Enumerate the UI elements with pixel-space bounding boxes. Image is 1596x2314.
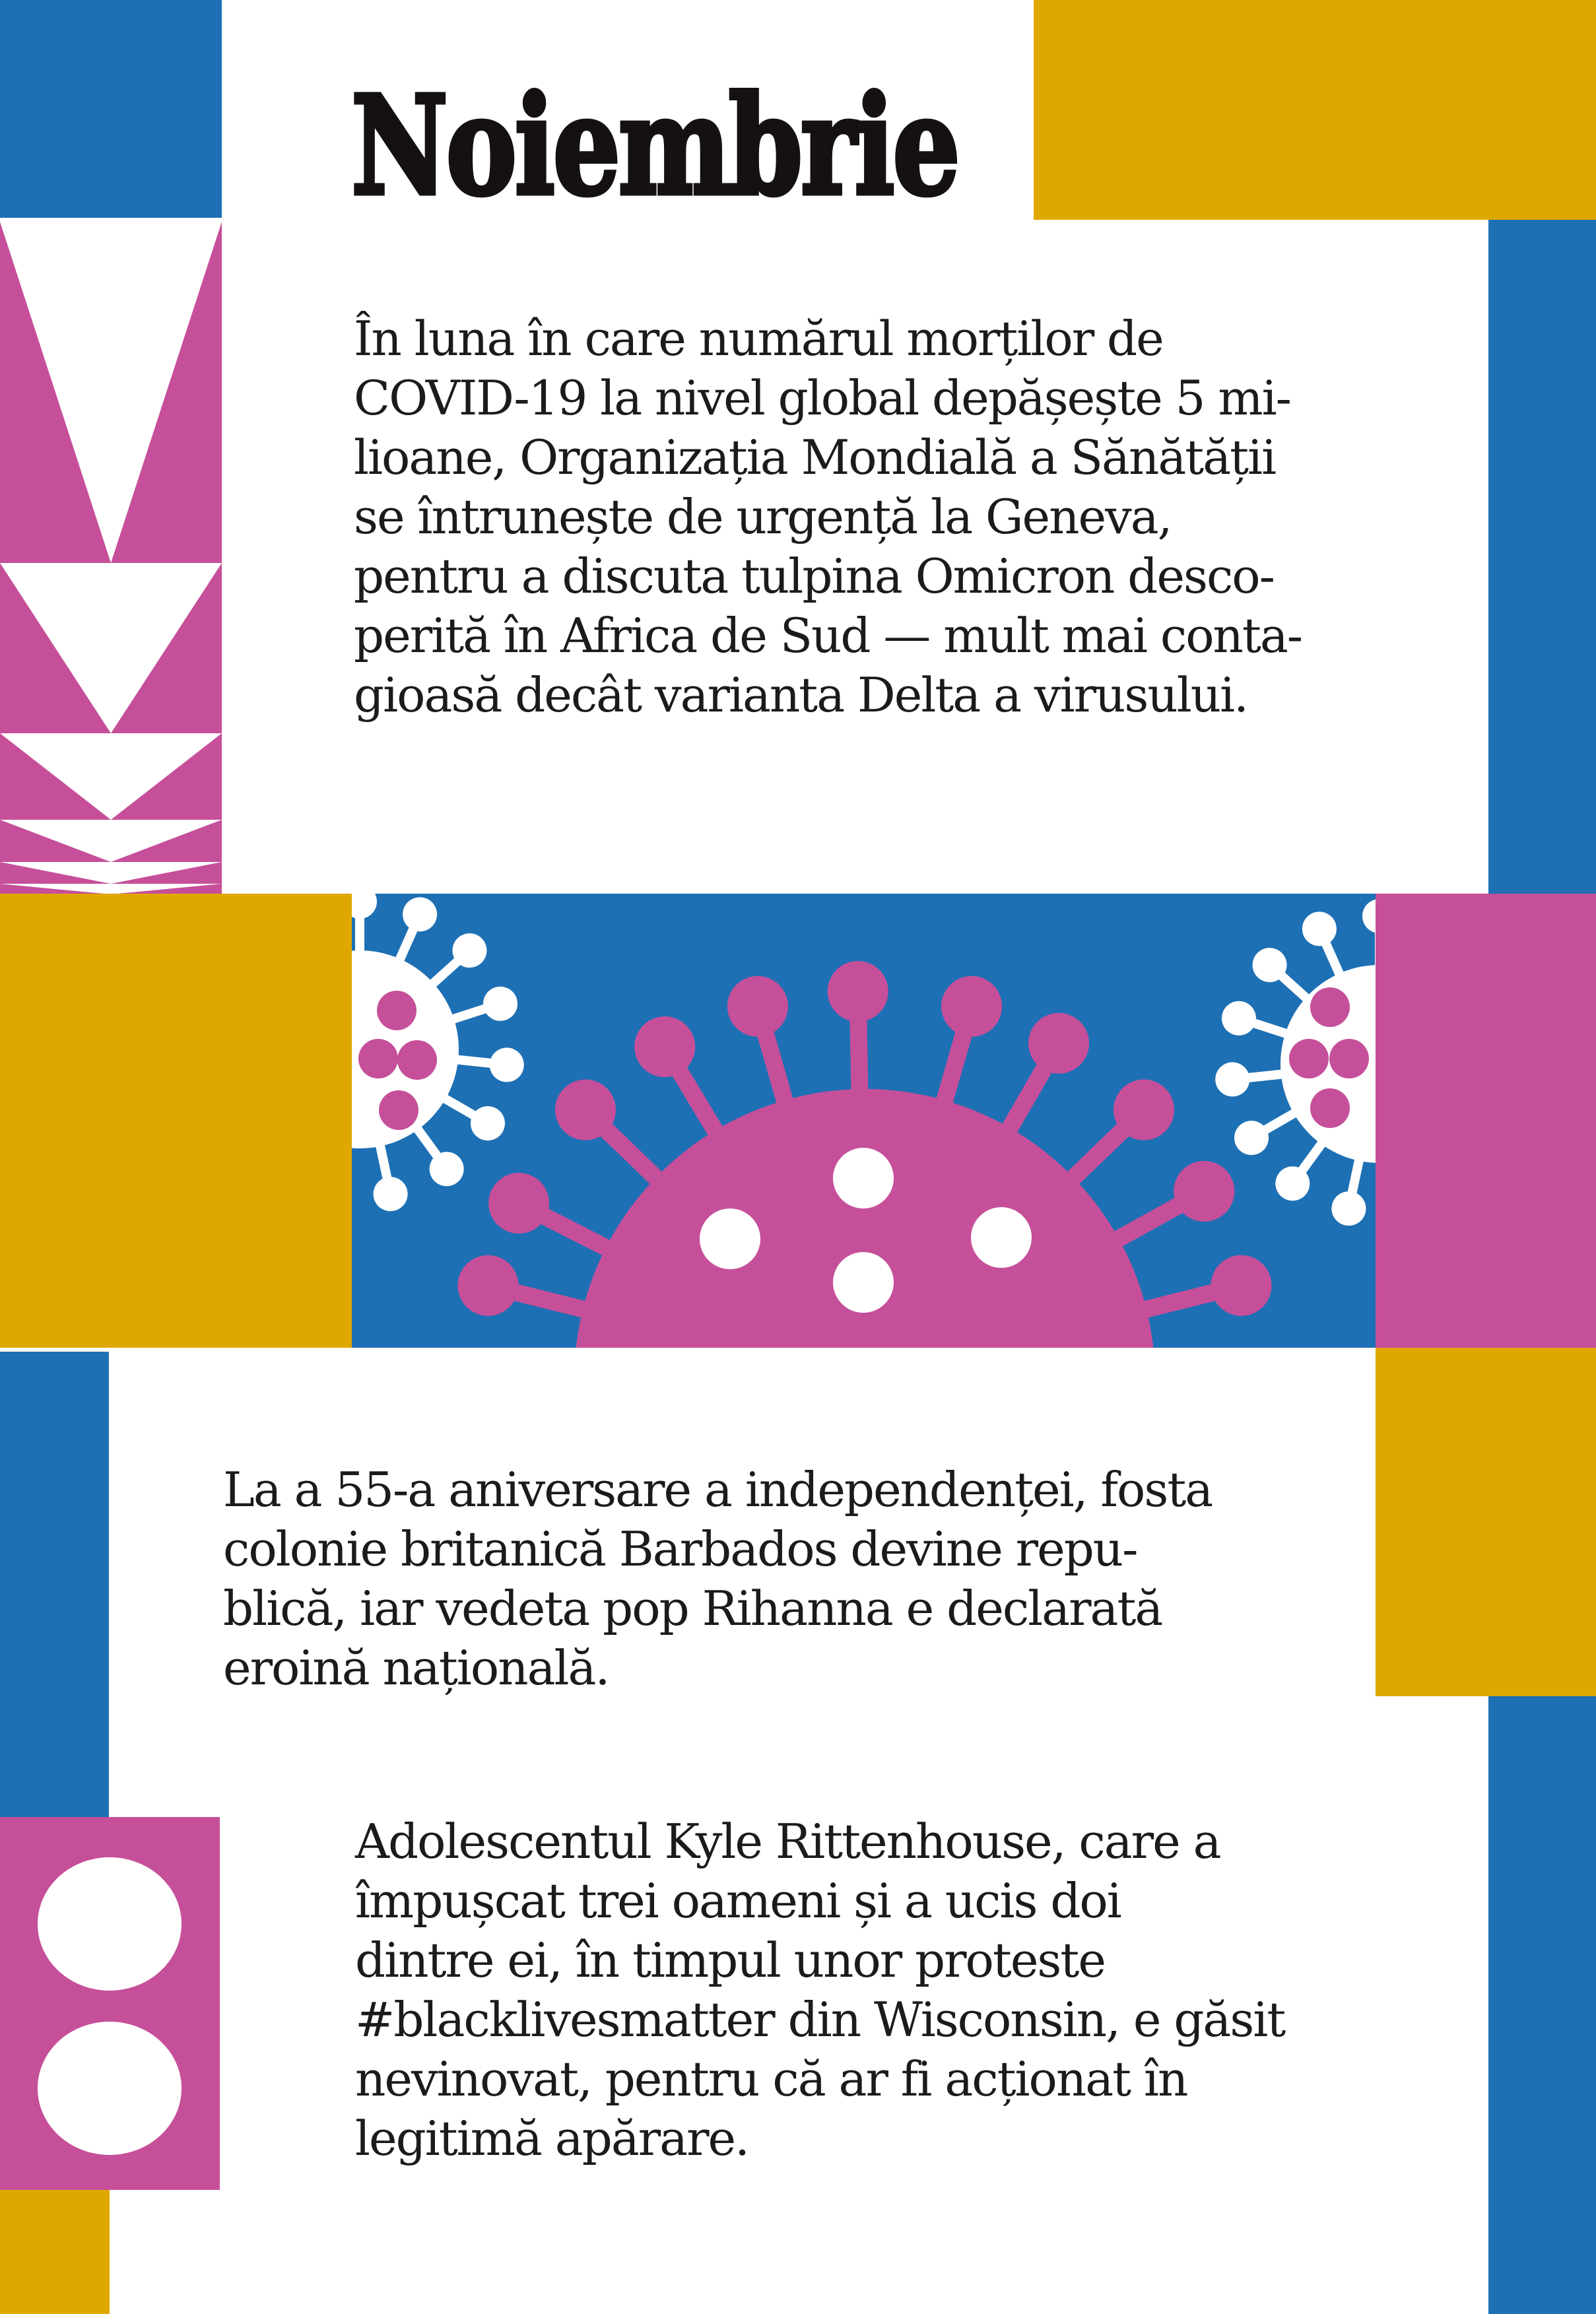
decor-block-top-right-yellow [1034, 0, 1596, 220]
decor-block-top-left-blue [0, 0, 222, 218]
chevron-down-icon [0, 733, 222, 820]
article-covid-omicron: În luna în care numărul morților de COVID-19 la nivel global depășește 5 mi- lioane, Organizația Mondială a Sănătății se întrunește de urgență la Geneva, pentru a discuta tulpina Omicron desco- perită în Africa de Sud — mult mai conta- gioasă decât varianta Delta a virusului. [354, 311, 1302, 723]
circle-icon [38, 1857, 182, 1991]
chevron-down-icon [0, 222, 222, 563]
page-title: Noiembrie [351, 66, 958, 226]
decor-block-mid-left-yellow [0, 894, 352, 1348]
circle-icon [38, 2022, 182, 2155]
article-kyle-rittenhouse: Adolescentul Kyle Rittenhouse, care a împușcat trei oameni și a ucis doi dintre ei, în timpul unor proteste #blacklivesmatter din Wisconsin, e găsit nevinovat, pentru că ar fi acționat în legitimă apărare. [355, 1814, 1285, 2166]
decor-block-bottom-left-pink [0, 1817, 220, 2190]
chevron-down-icon [0, 820, 222, 862]
decor-block-bottom-left-yellow [0, 2190, 110, 2314]
chevron-down-icon-column [0, 222, 222, 894]
decor-strip-right-upper-blue [1488, 220, 1596, 894]
article-barbados-rihanna: La a 55-a aniversare a independenței, fosta colonie britanică Barbados devine repu- blică, iar vedeta pop Rihanna e declarată eroină națională. [223, 1462, 1213, 1696]
chevron-down-icon [0, 862, 222, 884]
chevron-down-icon [0, 884, 222, 894]
decor-strip-left-blue [0, 1352, 109, 1817]
decor-block-right-pink [1376, 894, 1596, 1348]
decor-strip-right-lower-blue [1488, 1696, 1596, 2314]
decor-block-right-yellow [1376, 1348, 1596, 1696]
coronavirus-banner [352, 894, 1376, 1348]
chevron-down-icon [0, 563, 222, 733]
